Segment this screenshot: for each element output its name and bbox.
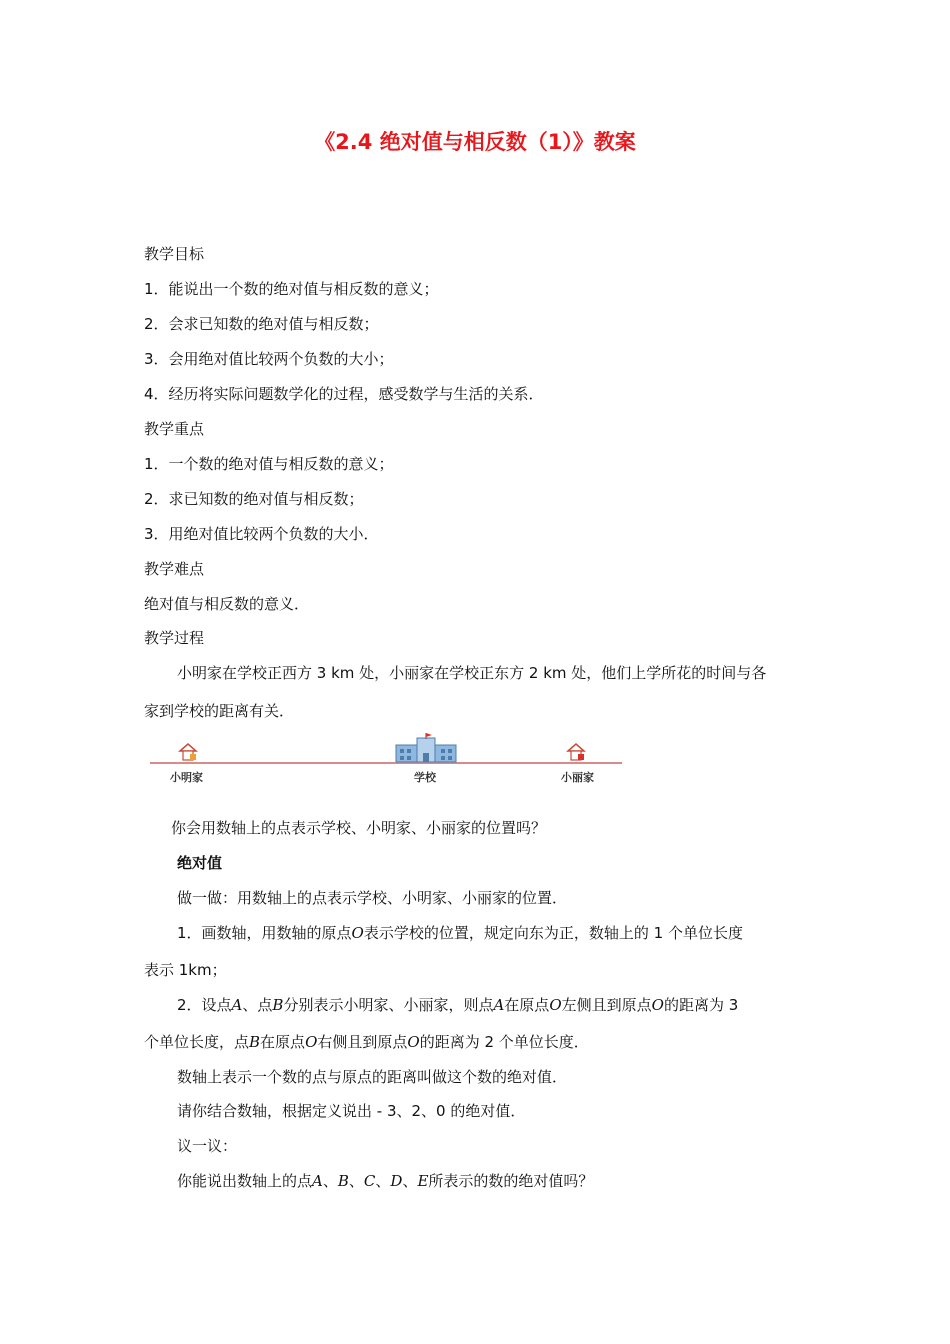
point-b: B <box>337 1172 349 1190</box>
goal-item: 2．会求已知数的绝对值与相反数； <box>144 315 379 333</box>
try-it-line: 做一做：用数轴上的点表示学校、小明家、小丽家的位置． <box>177 889 568 907</box>
separator: 、 <box>348 1172 364 1190</box>
step2-line2 <box>144 1032 589 1052</box>
separator: 、 <box>402 1172 418 1190</box>
page-title: 《2.4 绝对值与相反数（1）》教案 <box>314 130 636 154</box>
point-o: O <box>549 996 562 1014</box>
point-e: E <box>417 1172 429 1190</box>
question-line: 你会用数轴上的点表示学校、小明家、小丽家的位置吗？ <box>171 819 547 837</box>
step2-text: 2．设点 <box>177 996 232 1014</box>
difficulty-heading: 教学难点 <box>144 560 205 578</box>
location-figure <box>150 730 622 790</box>
discuss-text: 所表示的数的绝对值吗？ <box>428 1172 594 1190</box>
difficulty-text: 绝对值与相反数的意义． <box>144 595 310 613</box>
section-title: 绝对值 <box>177 854 223 872</box>
step1-text: 表示学校的位置，规定向东为正，数轴上的 1 个单位长度 <box>363 924 743 942</box>
step1-line2: 表示 1km； <box>144 961 227 979</box>
step2-line1 <box>177 995 738 1015</box>
intro-paragraph-line2: 家到学校的距离有关． <box>144 702 295 720</box>
step2-text: 在原点 <box>260 1033 306 1051</box>
point-o: O <box>651 996 664 1014</box>
step2-text: 在原点 <box>504 996 550 1014</box>
step2-text: 的距离为 2 个单位长度． <box>419 1033 589 1051</box>
step1-line1 <box>177 923 743 943</box>
goal-item: 4．经历将实际问题数学化的过程，感受数学与生活的关系． <box>144 385 544 403</box>
key-points-heading: 教学重点 <box>144 420 205 438</box>
point-b: B <box>249 1033 261 1051</box>
key-point-item: 1．一个数的绝对值与相反数的意义； <box>144 455 394 473</box>
point-a: A <box>493 996 505 1014</box>
key-point-item: 2．求已知数的绝对值与相反数； <box>144 490 364 508</box>
goal-item: 1．能说出一个数的绝对值与相反数的意义； <box>144 280 439 298</box>
school-label: 学校 <box>414 771 436 784</box>
xiaoli-house-label: 小丽家 <box>561 771 594 784</box>
separator: 、 <box>375 1172 391 1190</box>
point-b: B <box>272 996 284 1014</box>
xiaoming-house-icon <box>180 744 196 760</box>
intro-paragraph-line1: 小明家在学校正西方 3 km 处，小丽家在学校正东方 2 km 处，他们上学所花的时间与各 <box>177 664 767 682</box>
discuss-question <box>177 1171 593 1191</box>
point-o: O <box>305 1033 318 1051</box>
step1-text: 1．画数轴，用数轴的原点 <box>177 924 352 942</box>
discuss-heading: 议一议： <box>177 1137 238 1155</box>
key-point-item: 3．用绝对值比较两个负数的大小． <box>144 525 379 543</box>
step2-text: 右侧且到原点 <box>317 1033 408 1051</box>
goal-item: 3．会用绝对值比较两个负数的大小； <box>144 350 394 368</box>
step2-text: 分别表示小明家、小丽家，则点 <box>283 996 494 1014</box>
point-o: O <box>351 924 364 942</box>
point-o: O <box>407 1033 420 1051</box>
point-c: C <box>363 1172 376 1190</box>
step2-text: 个单位长度，点 <box>144 1033 250 1051</box>
point-d: D <box>390 1172 403 1190</box>
goals-heading: 教学目标 <box>144 245 205 263</box>
point-a: A <box>231 996 243 1014</box>
step2-text: 左侧且到原点 <box>561 996 652 1014</box>
definition-line: 数轴上表示一个数的点与原点的距离叫做这个数的绝对值． <box>177 1068 568 1086</box>
point-a: A <box>312 1172 323 1190</box>
school-building-icon <box>396 733 456 762</box>
step2-text: 、点 <box>242 996 273 1014</box>
location-figure-svg <box>150 730 622 790</box>
discuss-text: 你能说出数轴上的点 <box>177 1172 313 1190</box>
separator: 、 <box>322 1172 338 1190</box>
xiaoli-house-icon <box>568 744 584 760</box>
exercise-line: 请你结合数轴，根据定义说出 - 3、2、0 的绝对值． <box>177 1102 526 1120</box>
xiaoming-house-label: 小明家 <box>170 771 203 784</box>
step2-text: 的距离为 3 <box>663 996 739 1014</box>
process-heading: 教学过程 <box>144 629 205 647</box>
